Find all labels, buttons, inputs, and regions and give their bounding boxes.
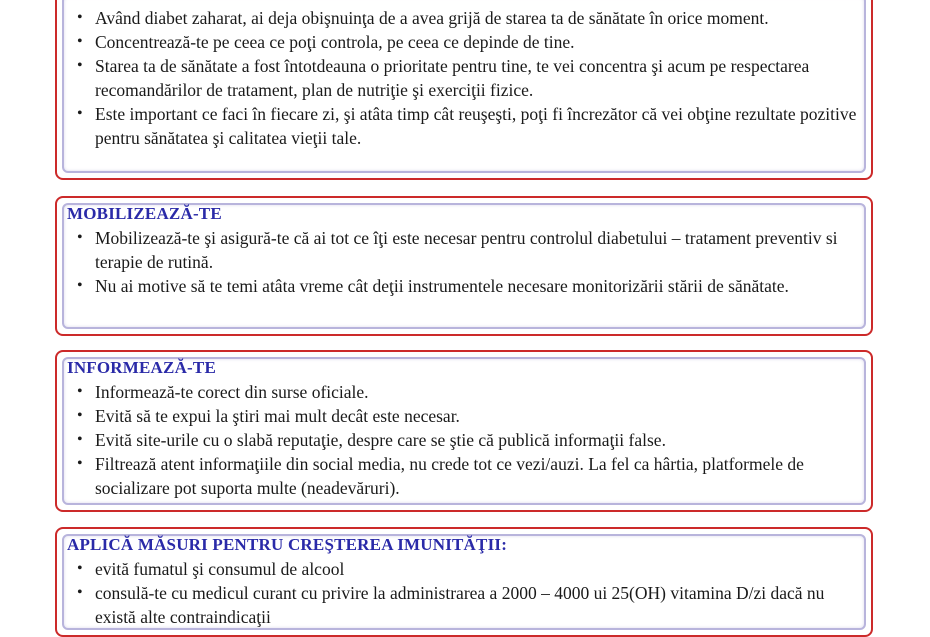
bullet-icon: •	[77, 105, 83, 122]
section-box-imunitate	[55, 527, 873, 637]
bullet-icon: •	[77, 407, 83, 424]
list-item: • Informează-te corect din surse oficiale.	[77, 382, 369, 402]
list-item: • consulă-te cu medicul curant cu privire la administrarea a 2000 – 4000 ui 25(OH) vitamina D/zi dacă nu există alte contraindicaţii	[77, 583, 825, 627]
bullet-icon: •	[77, 33, 83, 50]
section-3-list	[67, 380, 861, 500]
bullet-icon: •	[77, 57, 83, 74]
list-item: • Starea ta de sănătate a fost întotdeauna o prioritate pentru tine, te vei concentra şi acum pe respectarea recomandărilor de tratament, plan de nutriţie şi exerciţii fizice.	[77, 56, 810, 100]
list-item: • Filtrează atent informaţiile din social media, nu crede tot ce vezi/auzi. La fel ca hârtia, platformele de socializare pot suporta multe (neadevăruri).	[77, 454, 804, 498]
bullet-icon: •	[77, 277, 83, 294]
list-item: • Evită să te expui la ştiri mai mult decât este necesar.	[77, 406, 460, 426]
section-heading: INFORMEAZĂ-TE	[67, 358, 216, 377]
list-item: • Având diabet zaharat, ai deja obişnuinţa de a avea grijă de starea ta de sănătate în orice moment.	[77, 8, 769, 28]
bullet-icon: •	[77, 9, 83, 26]
section-heading: MOBILIZEAZĂ-TE	[67, 204, 222, 223]
bullet-icon: •	[77, 560, 83, 577]
list-item: • Evită site-urile cu o slabă reputaţie, despre care se ştie că publică informaţii false.	[77, 430, 666, 450]
section-box-1	[55, 0, 873, 180]
list-item: • evită fumatul şi consumul de alcool	[77, 559, 345, 579]
section-2-list	[67, 226, 861, 298]
list-item: • Este important ce faci în fiecare zi, şi atâta timp cât reuşeşti, poţi fi încrezător că vei obţine rezultate pozitive pentru sănătatea şi calitatea vieţii tale.	[77, 104, 857, 148]
bullet-icon: •	[77, 383, 83, 400]
section-box-informeaza	[55, 350, 873, 512]
list-item: • Mobilizează-te şi asigură-te că ai tot ce îţi este necesar pentru controlul diabetului – tratament preventiv si terapie de rutină.	[77, 228, 838, 272]
bullet-icon: •	[77, 584, 83, 601]
section-1-list	[67, 6, 861, 150]
bullet-icon: •	[77, 431, 83, 448]
list-item: • Nu ai motive să te temi atâta vreme cât deţii instrumentele necesare monitorizării stării de sănătate.	[77, 276, 789, 296]
section-heading: APLICĂ MĂSURI PENTRU CREŞTEREA IMUNITĂŢII:	[67, 535, 508, 554]
section-box-mobilizeaza	[55, 196, 873, 336]
bullet-icon: •	[77, 229, 83, 246]
bullet-icon: •	[77, 455, 83, 472]
list-item: • Concentrează-te pe ceea ce poţi controla, pe ceea ce depinde de tine.	[77, 32, 575, 52]
section-4-list	[67, 557, 861, 629]
